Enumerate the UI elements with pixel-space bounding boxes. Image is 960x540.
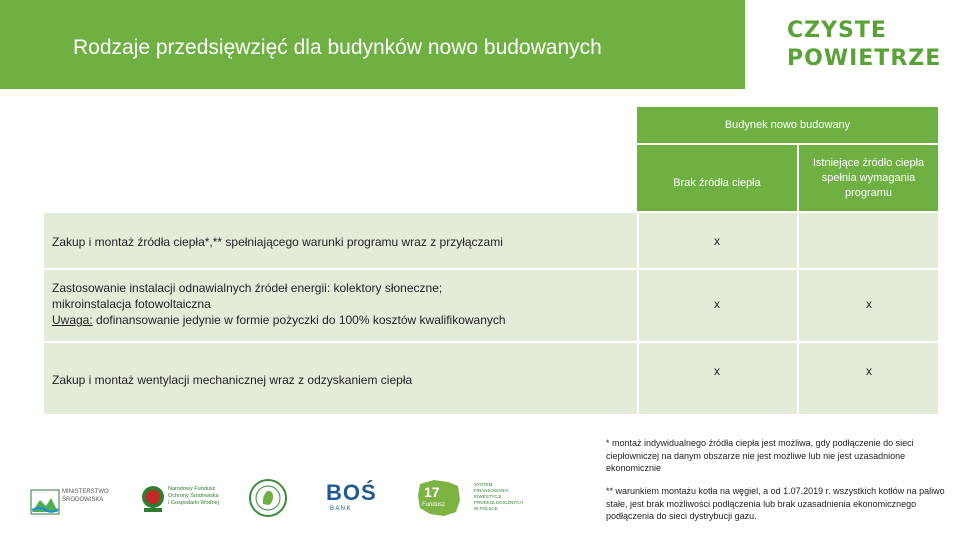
system-line1: SYSTEM <box>474 482 493 487</box>
fundusz-text: Fundusz <box>422 502 446 508</box>
footnote-2: ** warunkiem montażu kotła na węgiel, a od 1.07.2019 r. wszystkich kotłów na paliwo stałe, jest brak możliwości podłączenia lub brak uzasadnienia ekonomicznego podłączenia do sieci dystrybucji gazu. <box>606 486 945 521</box>
czyste-powietrze-logo <box>760 0 960 89</box>
row-label: Zakup i montaż źródła ciepła*,** spełniającego warunki programu wraz z przyłączami <box>52 235 503 249</box>
seal-emblem-icon <box>248 478 288 518</box>
logo-line1: CZYSTE <box>787 18 887 43</box>
column-divider <box>797 213 799 268</box>
row-label: Zakup i montaż wentylacji mechanicznej wraz z odzyskaniem ciepła <box>52 373 413 387</box>
page-title: Rodzaje przedsięwzięć dla budynków nowo budowanych <box>73 36 602 59</box>
footnote-1: * montaż indywidualnego źródła ciepła jest możliwa, gdy podłączenie do sieci ciepłowniczej na danym obszarze nie jest możliwe lub nie jest uzasadnione ekonomicznie <box>606 438 914 473</box>
nfosigw-logo <box>140 484 230 518</box>
column-divider <box>637 270 639 341</box>
fundusze-logo <box>416 478 526 518</box>
title-bar <box>0 0 745 89</box>
column-divider <box>797 270 799 341</box>
row-mark-col1: x <box>714 234 720 248</box>
ministry-text <box>62 488 109 504</box>
row-label <box>52 280 506 328</box>
bos-bank-logo <box>326 480 386 516</box>
ministry-emblem-icon <box>30 486 60 516</box>
logo-line2: POWIETRZE <box>787 46 942 71</box>
system-line3: INWESTYCJI <box>474 494 502 499</box>
table-row <box>44 213 938 268</box>
nfosigw-text <box>168 486 219 507</box>
column-header-existing-heat-source-text: Istniejące źródło ciepła spełnia wymagania programu <box>812 156 925 199</box>
nfosigw-line2: Ochrony Środowiska <box>168 493 219 499</box>
table-group-header: Budynek nowo budowany <box>637 107 938 143</box>
nfosigw-line3: i Gospodarki Wodnej <box>168 500 219 506</box>
column-divider <box>637 213 639 268</box>
ministry-line1: MINISTERSTWO <box>62 489 109 495</box>
bos-logo-text: BOŚ <box>326 480 377 505</box>
system-line4: PROEKOLOGICZNYCH <box>474 500 523 505</box>
nfosigw-line1: Narodowy Fundusz <box>168 486 216 492</box>
table-row <box>44 270 938 341</box>
system-line2: FINANSOWANIA <box>474 488 509 493</box>
system-text <box>474 482 523 512</box>
row-label-line3-text: dofinansowanie jedynie w formie pożyczki do 100% kosztów kwalifikowanych <box>92 313 506 327</box>
row-label-line2: mikroinstalacja fotowoltaiczna <box>52 297 211 311</box>
row-mark-col2: x <box>866 364 872 378</box>
ministry-line2: ŚRODOWISKA <box>62 497 104 503</box>
column-divider <box>637 343 639 414</box>
row-label-line3 <box>52 312 506 328</box>
seal-logo <box>248 478 288 518</box>
table-row <box>44 343 938 414</box>
ministry-logo <box>30 486 120 518</box>
fundusz-number: 17 <box>424 484 440 500</box>
row-mark-col1: x <box>714 364 720 378</box>
system-line5: W POLSCE <box>474 506 498 511</box>
row-label-line1: Zastosowanie instalacji odnawialnych źródeł energii: kolektory słoneczne; <box>52 281 443 295</box>
nfosigw-emblem-icon <box>140 484 166 514</box>
row-mark-col1: x <box>714 297 720 311</box>
column-header-existing-heat-source <box>799 145 938 211</box>
column-header-no-heat-source-text: Brak źródła ciepła <box>673 176 761 189</box>
row-label-uwaga: Uwaga: <box>52 313 93 327</box>
bos-bank-text: B A N K <box>330 506 351 512</box>
row-mark-col2: x <box>866 297 872 311</box>
column-header-no-heat-source <box>637 145 797 211</box>
column-divider <box>797 343 799 414</box>
